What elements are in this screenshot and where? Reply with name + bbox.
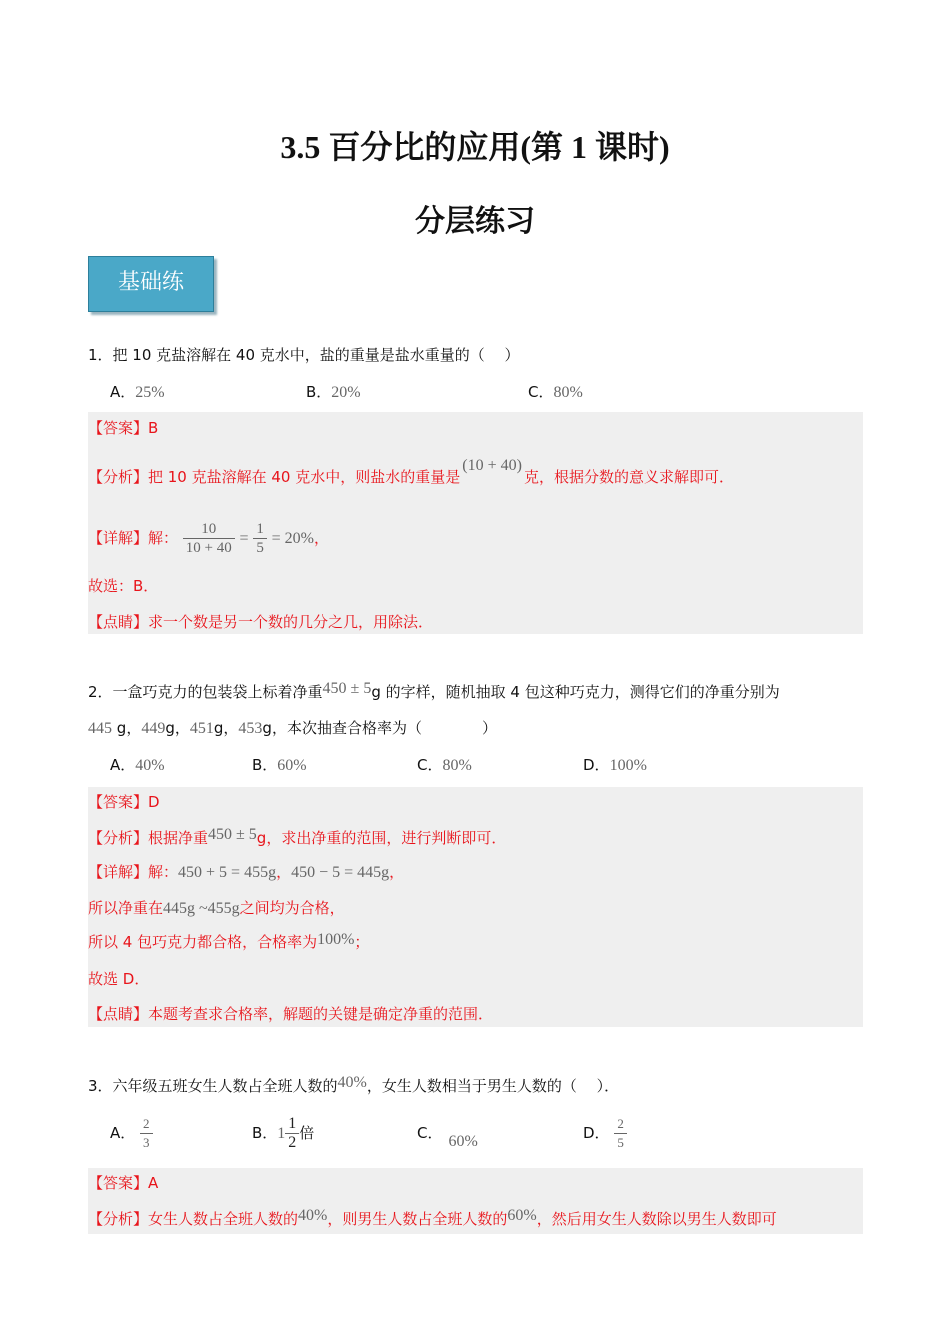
q2-rate-line: 所以 4 包巧克力都合格，合格率为100%； (88, 931, 370, 951)
q1-option-c: C．80% (528, 383, 583, 401)
q1-stem: 1．把 10 克盐溶解在 40 克水中，盐的重量是盐水重量的（ ） (88, 346, 520, 364)
page-subtitle: 分层练习 (415, 204, 535, 239)
q1-option-b: B．20% (306, 383, 361, 401)
q1-tip: 【点睛】求一个数是另一个数的几分之几，用除法． (88, 613, 434, 631)
q1-choice: 故选：B． (88, 577, 159, 595)
q2-option-c: C．80% (417, 756, 472, 774)
q2-tip: 【点睛】本题考查求合格率，解题的关键是确定净重的范围． (88, 1005, 494, 1023)
q3-option-d: D． $\frac{2}{5}$ (583, 1112, 627, 1154)
q2-option-b: B．60% (252, 756, 307, 774)
q1-detail: 【详解】解： $\frac{10}{10 + 40}$ = $\frac{1}{5}$ = 20%， (88, 521, 330, 556)
q2-analysis: 【分析】根据净重450 ± 5g，求出净重的范围，进行判断即可． (88, 826, 507, 847)
q1-option-a: A．25% (110, 383, 165, 401)
q2-detail: 【详解】解：450 + 5 = 455g，450 − 5 = 445g， (88, 863, 405, 881)
q2-answer: 【答案】D (88, 793, 160, 811)
section-badge: 基础练 (88, 256, 214, 312)
q1-detail-fraction-2: $\frac{1}{5}$ (253, 520, 267, 557)
q2-stem-line2: 445 g，449g，451g，453g，本次抽查合格率为（ ） (88, 719, 497, 737)
q2-stem: 2．一盒巧克力的包装袋上标着净重450 ± 5g 的字样，随机抽取 4 包这种巧克力，测得它们的净重分别为 (88, 680, 780, 701)
q2-range-line: 所以净重在445g ~455g之间均为合格， (88, 899, 345, 917)
q1-analysis: 【分析】把 10 克盐溶解在 40 克水中，则盐水的重量是(10 + 40)克，根据分数的意义求解即可． (88, 457, 734, 486)
q3-stem: 3．六年级五班女生人数占全班人数的40%，女生人数相当于男生人数的（ ）． (88, 1074, 620, 1095)
q3-analysis: 【分析】女生人数占全班人数的40%，则男生人数占全班人数的60%，然后用女生人数除以男生人数即可 (88, 1207, 777, 1228)
q3-option-b: B．1 $\frac{1}{2}$ 倍 (252, 1115, 315, 1151)
q3-option-a: A． $\frac{2}{3}$ (110, 1112, 153, 1154)
page-title: 3.5 百分比的应用(第 1 课时) (280, 129, 670, 165)
q2-option-a: A．40% (110, 756, 165, 774)
q3-option-c: C． 60% (417, 1124, 478, 1150)
q1-answer: 【答案】B (88, 419, 159, 437)
q1-detail-fraction-1: $\frac{10}{10 + 40}$ (183, 520, 235, 557)
q2-option-d: D．100% (583, 756, 647, 774)
q3-answer: 【答案】A (88, 1174, 159, 1192)
q2-choice: 故选 D． (88, 970, 150, 988)
